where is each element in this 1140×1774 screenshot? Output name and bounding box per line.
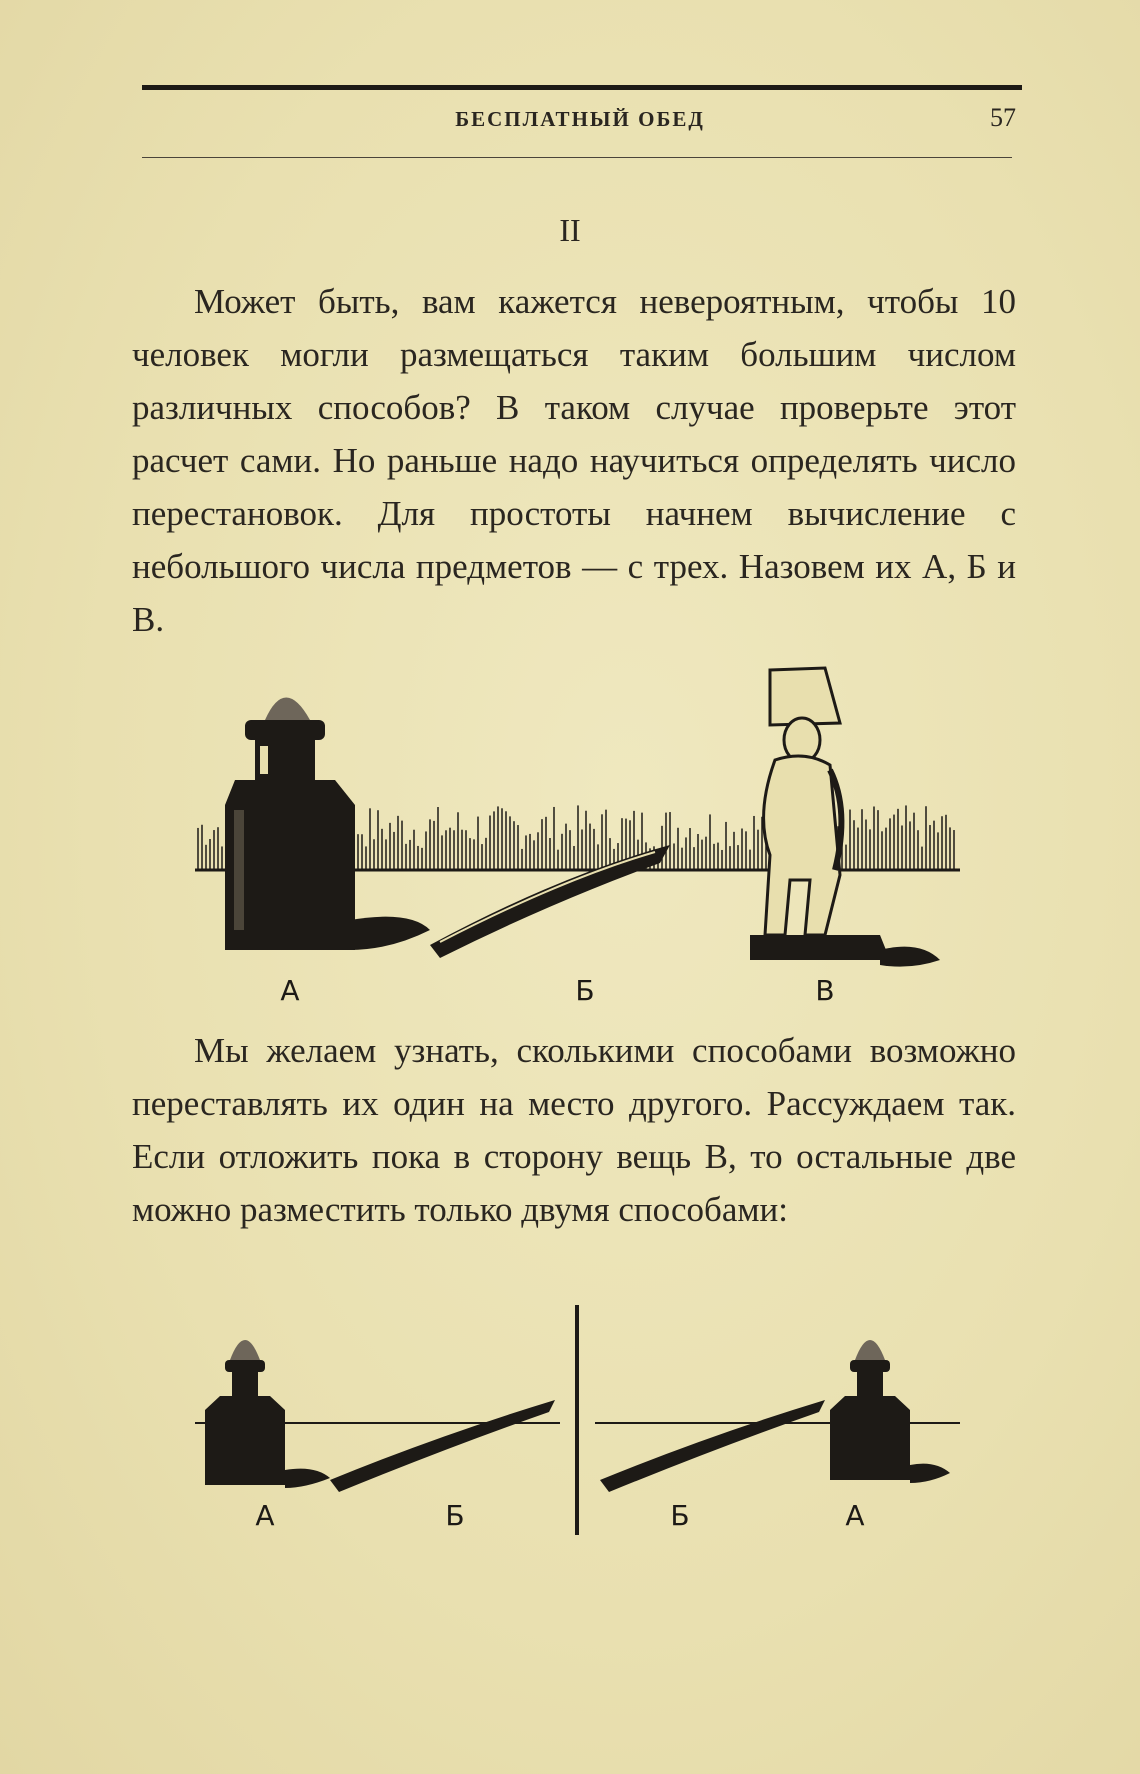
paragraph-1: Может быть, вам кажется невероятным, чтобы 10 человек могли размещаться таким большим числом различных способов? В таком случае проверьте этот расчет сами. Но раньше надо научиться определять число перестановок. Для простоты начнем вычисление с небольшого числа предметов — с трех. Назовем их А, Б и В. — [132, 282, 1016, 639]
label-b: Б — [575, 974, 595, 1007]
page-number: 57 — [990, 103, 1016, 132]
left-label-b: Б — [445, 1499, 465, 1532]
running-header-title: БЕСПЛАТНЫЙ ОБЕД — [455, 107, 705, 131]
figurine-illustration — [750, 668, 940, 967]
left-arrangement — [195, 1340, 560, 1532]
ink-bottle-illustration — [225, 698, 430, 951]
right-arrangement — [595, 1340, 960, 1532]
right-label-b: Б — [670, 1499, 690, 1532]
header-rule — [142, 85, 1022, 90]
label-a: А — [280, 974, 300, 1007]
label-v: В — [815, 974, 835, 1007]
right-label-a: А — [845, 1499, 865, 1532]
header-underline — [142, 157, 1012, 158]
figure-two-arrangements — [190, 1300, 970, 1550]
left-label-a: А — [255, 1499, 275, 1532]
paragraph-2: Мы желаем узнать, сколькими способами возможно переставлять их один на место другого. Рассуждаем так. Если отложить пока в сторону вещь В, то остальные две можно разместить только двумя способами: — [132, 1031, 1016, 1229]
figure-three-objects — [190, 660, 970, 1020]
section-number: II — [559, 212, 581, 248]
